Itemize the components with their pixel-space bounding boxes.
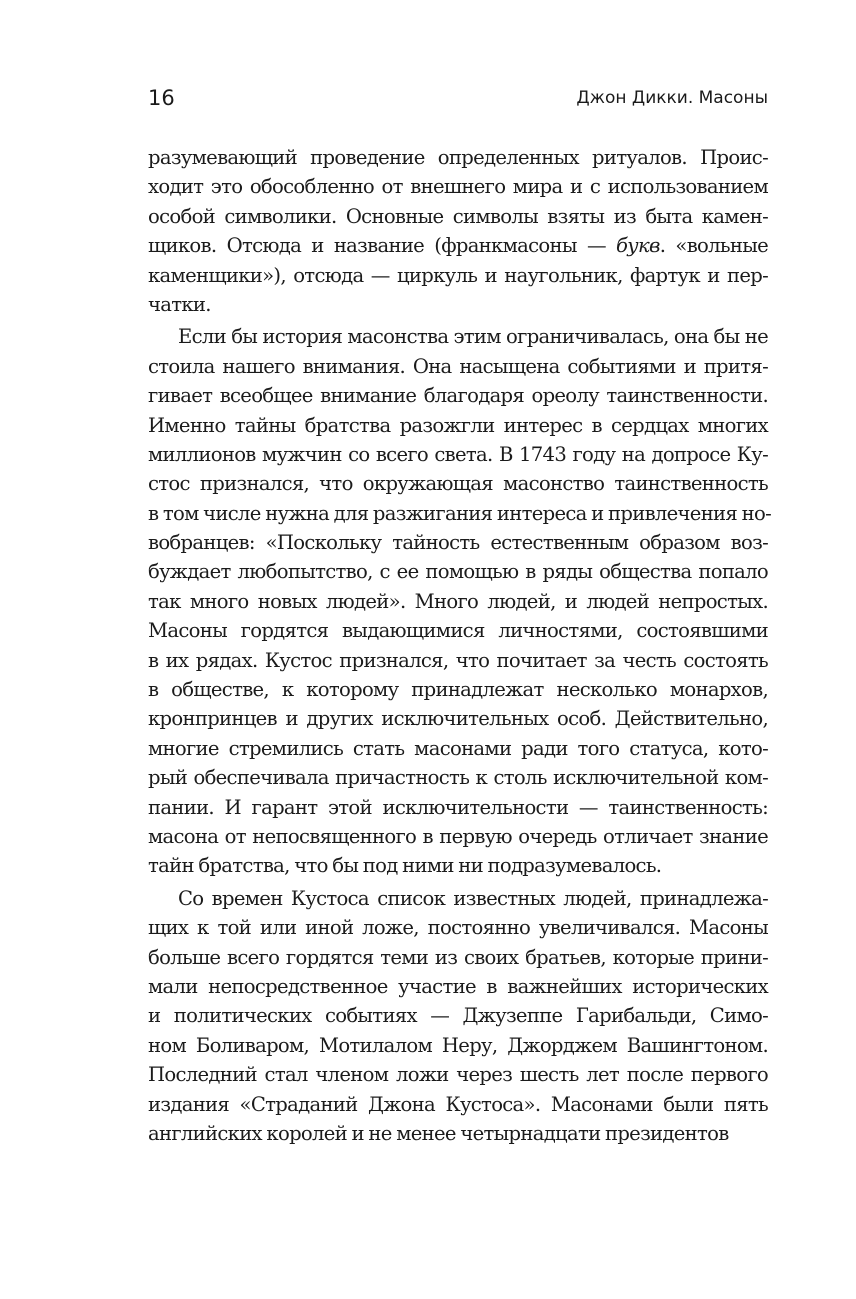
text-line: щих к той или иной ложе, постоянно увеличивался. Масоны [148,916,768,940]
text-line: многие стремились стать масонами ради того статуса, кото- [148,736,768,760]
running-head [148,86,768,114]
text-line: стос признался, что окружающая масонство таинственность [148,472,768,496]
text-line: в том числе нужна для разжигания интереса и привлечения но- [148,501,771,525]
body-text [148,143,771,1148]
text-line: гивает всеобщее внимание благодаря ореолу таинственности. [148,384,768,408]
text-line: чатки. [148,292,211,316]
text-line: вобранцев: «Поскольку тайность естественным образом воз- [148,531,768,555]
running-title: Джон Дикки. Масоны [576,88,768,108]
page-number: 16 [148,86,175,110]
text-line: Последний стал членом ложи через шесть лет после первого [148,1063,768,1087]
text-line: ходит это обособленно от внешнего мира и с использованием [148,175,768,199]
text-line: Со времен Кустоса список известных людей, принадлежа- [178,886,768,910]
text-line: больше всего гордятся теми из своих братьев, которые прини- [148,945,768,969]
text-line: буждает любопытство, с ее помощью в ряды общества попало [148,560,768,584]
text-line: Если бы история масонства этим ограничивалась, она бы не [178,325,768,349]
text-line: и политических событиях — Джузеппе Гарибальди, Симо- [148,1004,768,1028]
text-line: щиков. Отсюда и название (франкмасоны — букв. «вольные [148,234,768,258]
text-line: Именно тайны братства разожгли интерес в сердцах многих [148,413,768,437]
text-line: в обществе, к которому принадлежат несколько монархов, [148,678,768,702]
text-line: мали непосредственное участие в важнейших исторических [148,974,768,998]
text-line: издания «Страданий Джона Кустоса». Масонами были пять [148,1092,768,1116]
text-line: так много новых людей». Много людей, и людей непростых. [148,589,768,613]
text-line: английских королей и не менее четырнадцати президентов [148,1121,729,1145]
text-line: особой символики. Основные символы взяты из быта камен- [148,204,768,228]
text-line: пании. И гарант этой исключительности — таинственность: [148,795,768,819]
paragraph [148,143,768,319]
text-line: масона от непосвященного в первую очередь отличает знание [148,824,768,848]
text-line: кронпринцев и других исключительных особ. Действительно, [148,707,768,731]
text-line: Масоны гордятся выдающимися личностями, состоявшими [148,619,768,643]
paragraph [148,884,768,1149]
text-line: ном Боливаром, Мотилалом Неру, Джорджем Вашингтоном. [148,1033,768,1057]
text-line: тайн братства, что бы под ними ни подразумевалось. [148,854,662,878]
italic-abbreviation: букв [616,234,660,258]
text-line: разумевающий проведение определенных ритуалов. Проис- [148,146,768,169]
text-line: в их рядах. Кустос признался, что почитает за честь состоять [148,648,768,672]
text-line: рый обеспечивала причастность к столь исключительной ком- [148,766,768,790]
text-line: каменщики»), отсюда — циркуль и наугольник, фартук и пер- [148,263,768,287]
paragraph [148,322,771,880]
text-line: миллионов мужчин со всего света. В 1743 году на допросе Ку- [148,442,768,466]
text-line: стоила нашего внимания. Она насыщена событиями и притя- [148,354,768,378]
